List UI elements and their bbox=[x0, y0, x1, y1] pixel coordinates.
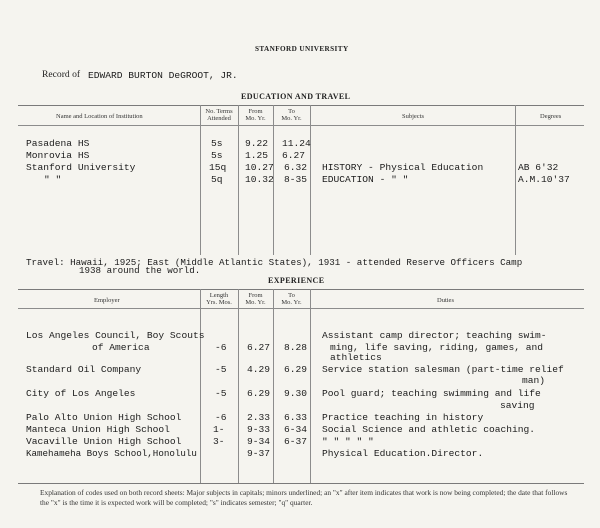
exp-row-2-to: 6.29 bbox=[284, 364, 308, 375]
exp-row-3-duties-cont: saving bbox=[500, 400, 535, 411]
header-exp-to-line1: To bbox=[288, 292, 295, 299]
exp-row-4-from: 2.33 bbox=[247, 412, 271, 423]
exp-row-2-from: 4.29 bbox=[247, 364, 271, 375]
edu-row-1-from: 9.22 bbox=[245, 138, 269, 149]
exp-row-7-duties: Physical Education.Director. bbox=[322, 448, 484, 459]
header-to-line2: Mo. Yr. bbox=[281, 115, 302, 122]
header-employer: Employer bbox=[94, 297, 120, 304]
header-from bbox=[238, 108, 273, 122]
header-to-line1: To bbox=[288, 108, 295, 115]
experience-header-bottom-rule bbox=[18, 308, 584, 309]
exp-row-6-to: 6-37 bbox=[284, 436, 308, 447]
edu-row-3-to: 6.32 bbox=[284, 162, 308, 173]
exp-row-4-to: 6.33 bbox=[284, 412, 308, 423]
edu-col-divider bbox=[515, 105, 516, 255]
header-exp-from-line2: Mo. Yr. bbox=[245, 299, 266, 306]
experience-section-title: EXPERIENCE bbox=[268, 276, 325, 285]
header-exp-from bbox=[238, 292, 273, 306]
codes-explanation-footer: Explanation of codes used on both record sheets: Major subjects in capitals; minors underlined; an "x" after item indicates that work is now being completed; the date that follows the "x" is the time it is expected work will be completed; "s" indicates semester; "q" quarter. bbox=[40, 488, 568, 507]
header-length bbox=[200, 292, 238, 306]
header-length-line2: Yrs. Mos. bbox=[206, 299, 232, 306]
edu-col-divider bbox=[310, 105, 311, 255]
exp-col-divider bbox=[238, 289, 239, 483]
exp-col-divider bbox=[200, 289, 201, 483]
exp-row-1-employer-cont: of America bbox=[92, 342, 150, 353]
travel-line-2: 1938 around the world. bbox=[79, 265, 201, 276]
exp-row-5-length: 1- bbox=[213, 424, 225, 435]
header-terms-line2: Attended bbox=[207, 115, 231, 122]
exp-row-4-duties: Practice teaching in history bbox=[322, 412, 484, 423]
edu-row-4-institution: " " bbox=[44, 174, 62, 185]
edu-col-divider bbox=[200, 105, 201, 255]
exp-row-1-duties: Assistant camp director; teaching swim- bbox=[322, 330, 547, 341]
edu-row-3-from: 10.27 bbox=[245, 162, 274, 173]
travel-line-1: Travel: Hawaii, 1925; East (Middle Atlantic States), 1931 - attended Reserve Officers Camp bbox=[26, 257, 523, 268]
header-to bbox=[273, 108, 310, 122]
exp-row-2-employer: Standard Oil Company bbox=[26, 364, 142, 375]
exp-row-6-from: 9-34 bbox=[247, 436, 271, 447]
edu-row-3-terms: 15q bbox=[209, 162, 227, 173]
exp-row-3-from: 6.29 bbox=[247, 388, 271, 399]
university-title: STANFORD UNIVERSITY bbox=[255, 45, 349, 53]
exp-row-2-duties: Service station salesman (part-time relief bbox=[322, 364, 564, 375]
edu-row-4-from: 10.32 bbox=[245, 174, 274, 185]
exp-row-1-duties-cont: athletics bbox=[330, 352, 382, 363]
edu-row-3-subjects: HISTORY - Physical Education bbox=[322, 162, 484, 173]
edu-row-2-terms: 5s bbox=[211, 150, 223, 161]
exp-row-1-employer: Los Angeles Council, Boy Scouts bbox=[26, 330, 205, 341]
education-table-top-rule bbox=[18, 105, 584, 106]
header-length-line1: Length bbox=[209, 292, 229, 299]
edu-row-4-to: 8-35 bbox=[284, 174, 308, 185]
edu-row-2-to: 6.27 bbox=[282, 150, 306, 161]
edu-row-4-subjects: EDUCATION - " " bbox=[322, 174, 409, 185]
header-terms bbox=[200, 108, 238, 122]
exp-row-3-length: -5 bbox=[215, 388, 227, 399]
exp-row-5-employer: Manteca Union High School bbox=[26, 424, 170, 435]
student-name: EDWARD BURTON DeGROOT, JR. bbox=[88, 70, 238, 81]
exp-row-6-duties: " " " " " bbox=[322, 436, 374, 447]
exp-col-divider bbox=[310, 289, 311, 483]
edu-row-3-institution: Stanford University bbox=[26, 162, 136, 173]
education-header-bottom-rule bbox=[18, 125, 584, 126]
exp-row-6-employer: Vacaville Union High School bbox=[26, 436, 182, 447]
exp-row-7-employer: Kamehameha Boys School,Honolulu bbox=[26, 448, 197, 459]
exp-row-3-duties: Pool guard; teaching swimming and life bbox=[322, 388, 541, 399]
exp-row-1-length: -6 bbox=[215, 342, 227, 353]
exp-row-2-length: -5 bbox=[215, 364, 227, 375]
header-terms-line1: No. Terms bbox=[205, 108, 233, 115]
header-duties: Duties bbox=[437, 297, 454, 304]
exp-row-5-duties: Social Science and athletic coaching. bbox=[322, 424, 536, 435]
header-exp-to-line2: Mo. Yr. bbox=[281, 299, 302, 306]
edu-row-1-institution: Pasadena HS bbox=[26, 138, 90, 149]
header-from-line1: From bbox=[248, 108, 263, 115]
exp-row-1-duties-cont: ming, life saving, riding, games, and bbox=[330, 342, 544, 353]
exp-row-5-to: 6-34 bbox=[284, 424, 308, 435]
edu-row-4-degrees: A.M.10'37 bbox=[518, 174, 570, 185]
header-institution: Name and Location of Institution bbox=[56, 113, 143, 120]
exp-row-7-from: 9-37 bbox=[247, 448, 271, 459]
edu-col-divider bbox=[238, 105, 239, 255]
edu-row-2-from: 1.25 bbox=[245, 150, 269, 161]
header-exp-to bbox=[273, 292, 310, 306]
edu-row-3-degrees: AB 6'32 bbox=[518, 162, 559, 173]
exp-row-3-employer: City of Los Angeles bbox=[26, 388, 136, 399]
header-from-line2: Mo. Yr. bbox=[245, 115, 266, 122]
edu-row-1-to: 11.24 bbox=[282, 138, 311, 149]
education-section-title: EDUCATION AND TRAVEL bbox=[241, 92, 351, 101]
record-of-label: Record of bbox=[42, 69, 81, 80]
edu-row-4-terms: 5q bbox=[211, 174, 223, 185]
exp-row-2-duties-cont: man) bbox=[522, 375, 546, 386]
exp-row-5-from: 9-33 bbox=[247, 424, 271, 435]
footer-rule bbox=[18, 483, 584, 484]
exp-row-4-employer: Palo Alto Union High School bbox=[26, 412, 182, 423]
exp-row-1-from: 6.27 bbox=[247, 342, 271, 353]
experience-table-top-rule bbox=[18, 289, 584, 290]
exp-row-6-length: 3- bbox=[213, 436, 225, 447]
header-exp-from-line1: From bbox=[248, 292, 263, 299]
edu-row-2-institution: Monrovia HS bbox=[26, 150, 90, 161]
edu-row-1-terms: 5s bbox=[211, 138, 223, 149]
header-subjects: Subjects bbox=[402, 113, 425, 120]
exp-col-divider bbox=[273, 289, 274, 483]
header-degrees: Degrees bbox=[540, 113, 562, 120]
exp-row-3-to: 9.30 bbox=[284, 388, 308, 399]
exp-row-1-to: 8.28 bbox=[284, 342, 308, 353]
exp-row-4-length: -6 bbox=[215, 412, 227, 423]
